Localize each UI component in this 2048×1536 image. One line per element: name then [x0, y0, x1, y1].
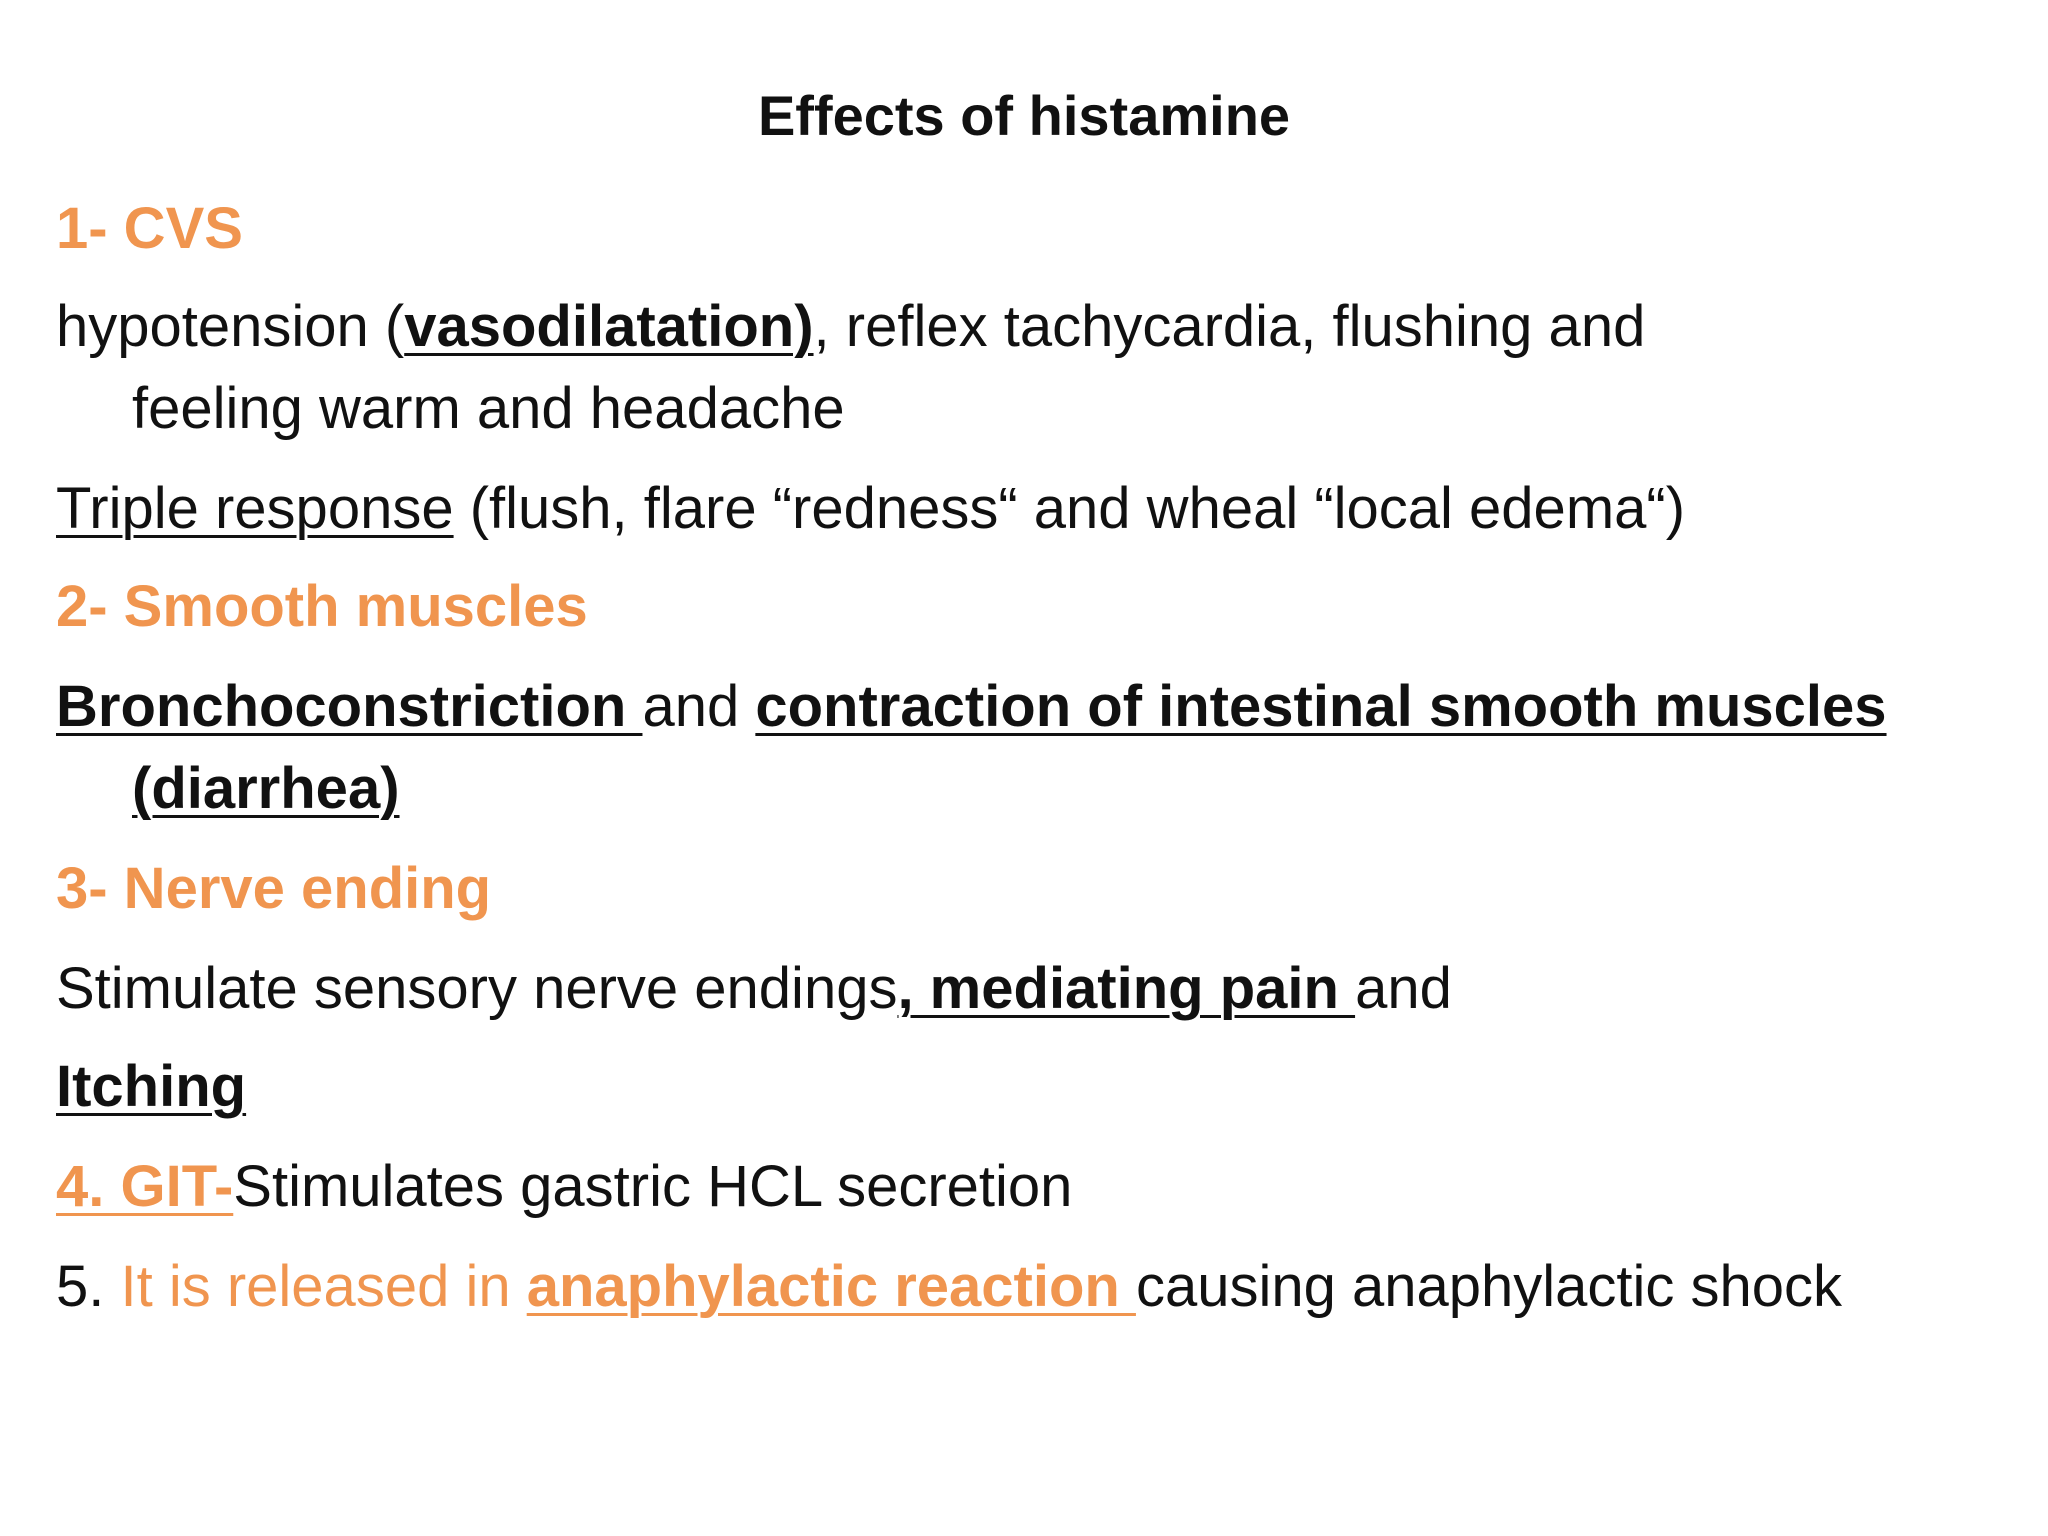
- slide-title: Effects of histamine: [757, 84, 1291, 147]
- cvs-line-2: feeling warm and headache: [132, 376, 845, 441]
- smooth-and: and: [642, 674, 756, 739]
- anaphylaxis-post: causing anaphylactic shock: [1135, 1254, 1843, 1319]
- smooth-line-2: [56, 748, 1988, 830]
- git-label: 4. GIT-: [56, 1154, 234, 1219]
- cvs-line-1-pre: hypotension (: [56, 294, 405, 359]
- mediating-pain-term: , mediating pain: [897, 956, 1356, 1021]
- git-line: [56, 1146, 1988, 1228]
- anaphylaxis-number: 5.: [56, 1254, 121, 1319]
- git-text: Stimulates gastric HCL secretion: [233, 1154, 1073, 1219]
- itching-term: Itching: [56, 1054, 247, 1119]
- nerve-line-1: [56, 948, 1988, 1030]
- triple-response-term: Triple response: [56, 476, 454, 541]
- nerve-line-pre: Stimulate sensory nerve endings: [56, 956, 898, 1021]
- anaphylactic-reaction-term: anaphylactic reaction: [526, 1254, 1136, 1319]
- smooth-line-1: [56, 666, 1988, 748]
- contraction-term: contraction of intestinal smooth muscles: [755, 674, 1887, 739]
- vasodilatation-term: vasodilatation): [404, 294, 814, 359]
- anaphylaxis-line: [56, 1246, 1988, 1328]
- triple-response-line: [56, 468, 1988, 550]
- heading-nerve-ending: 3- Nerve ending: [56, 856, 492, 921]
- nerve-line-post: and: [1355, 956, 1452, 1021]
- heading-cvs: 1- CVS: [56, 196, 243, 261]
- heading-smooth-muscles: 2- Smooth muscles: [56, 574, 588, 639]
- bronchoconstriction-term: Bronchoconstriction: [56, 674, 643, 739]
- cvs-line-1-post: , reflex tachycardia, flushing and: [813, 294, 1646, 359]
- diarrhea-term: (diarrhea): [132, 756, 400, 821]
- triple-response-detail: (flush, flare “redness“ and wheal “local edema“): [453, 476, 1686, 541]
- itching-line: [56, 1046, 1988, 1128]
- anaphylaxis-orange-text: It is released in: [120, 1254, 527, 1319]
- cvs-line-1: [56, 286, 1988, 368]
